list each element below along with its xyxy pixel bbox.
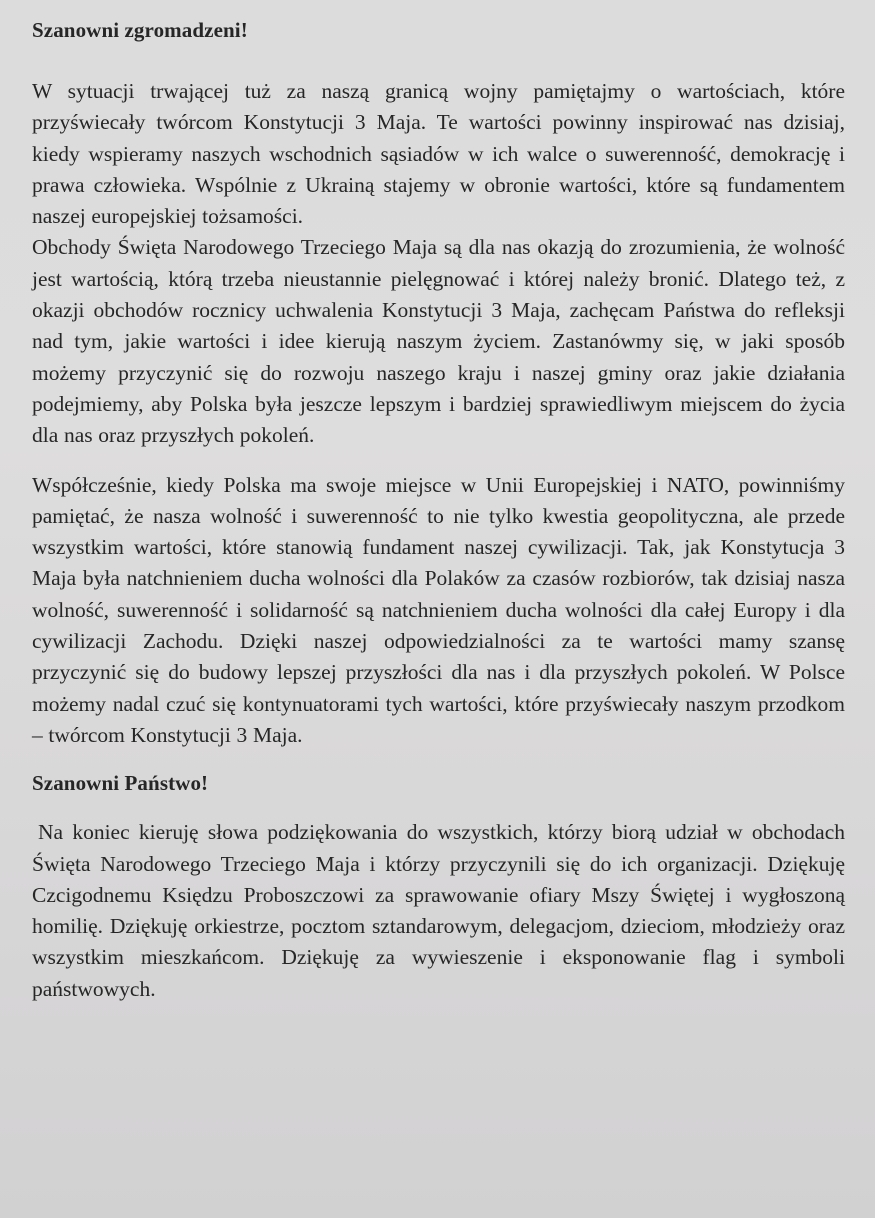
paragraph-eu-nato: Współcześnie, kiedy Polska ma swoje miejsce w Unii Europejskiej i NATO, powinniśmy pamiętać, że nasza wolność i suwerenność to nie tylko kwestia geopolityczna, ale przede wszystkim wartości, które stanowią fundament naszej cywilizacji. Tak, jak Konstytucja 3 Maja była natchnieniem ducha wolności dla Polaków za czasów rozbiorów, tak dzisiaj nasza wolność, suwerenność i solidarność są natchnieniem ducha wolności dla całej Europy i dla cywilizacji Zachodu. Dzięki naszej odpowiedzialności za te wartości mamy szansę przyczynić się do budowy lepszej przyszłości dla nas i dla przyszłych pokoleń. W Polsce możemy nadal czuć się kontynuatorami tych wartości, które przyświecały naszym przodkom – twórcom Konstytucji 3 Maja.	[32, 472, 845, 747]
paragraph-war-values: W sytuacji trwającej tuż za naszą granicą wojny pamiętajmy o wartościach, które przyświecały twórcom Konstytucji 3 Maja. Te wartości powinny inspirować nas dzisiaj, kiedy wspieramy naszych wschodnich sąsiadów w ich walce o suwerenność, demokrację i prawa człowieka. Wspólnie z Ukrainą stajemy w obronie wartości, które są fundamentem naszej europejskiej tożsamości.	[32, 79, 845, 229]
greeting-heading: Szanowni zgromadzeni!	[32, 18, 248, 42]
closing-greeting-heading: Szanowni Państwo!	[32, 771, 209, 796]
paragraph-thanks: Na koniec kieruję słowa podziękowania do wszystkich, którzy biorą udział w obchodach Święta Narodowego Trzeciego Maja i którzy przyczynili się do ich organizacji. Dziękuję Czcigodnemu Księdzu Proboszczowi za sprawowanie ofiary Mszy Świętej i wygłoszoną homilię. Dziękuję orkiestrze, pocztom sztandarowym, delegacjom, dzieciom, młodzieży oraz wszystkim mieszkańcom. Dziękuję za wywieszenie i eksponowanie flag i symboli państwowych.	[32, 820, 845, 1001]
paragraph-celebration: Obchody Święta Narodowego Trzeciego Maja są dla nas okazją do zrozumienia, że wolność jest wartością, którą trzeba nieustannie pielęgnować i której należy bronić. Dlatego też, z okazji obchodów rocznicy uchwalenia Konstytucji 3 Maja, zachęcam Państwa do refleksji nad tym, jakie wartości i idee kierują naszym życiem. Zastanówmy się, w jaki sposób możemy przyczynić się do rozwoju naszego kraju i naszej gminy oraz jakie działania podejmiemy, aby Polska była jeszcze lepszym i bardziej sprawiedliwym miejscem do życia dla nas oraz przyszłych pokoleń.	[32, 235, 845, 448]
